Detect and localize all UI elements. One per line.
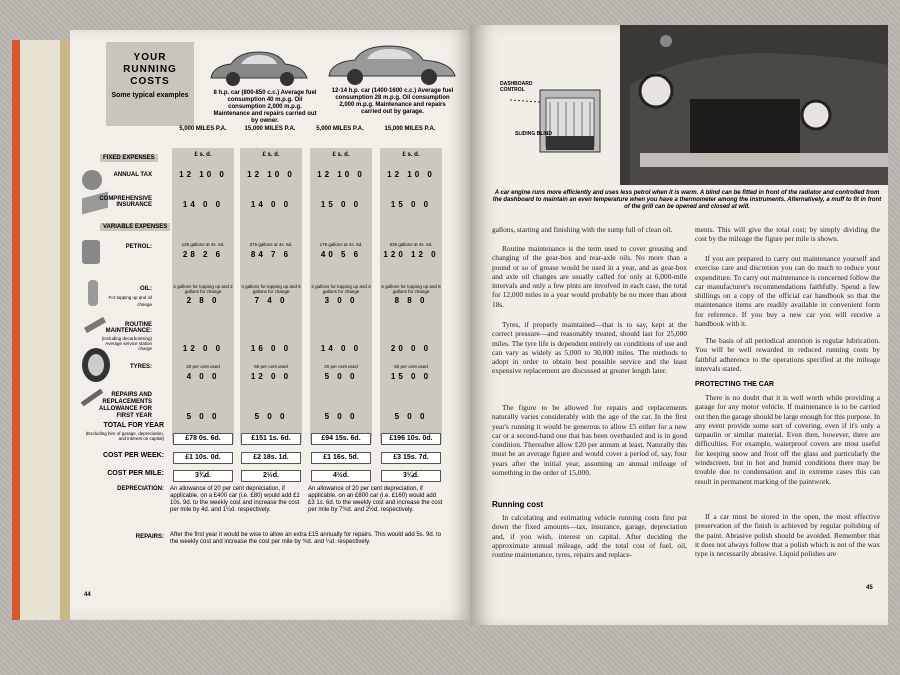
petrol-note: 375 gallons at 4s. 6d. xyxy=(249,242,293,247)
col-header-4: 15,000 MILES P.A. xyxy=(384,126,436,132)
label-annual-tax: ANNUAL TAX xyxy=(113,172,152,178)
tyres-note: 60 per cent used xyxy=(254,364,288,369)
oil-value: 7 4 0 xyxy=(254,296,288,305)
oil-value: 2 8 0 xyxy=(186,296,220,305)
page-subtitle: Some typical examples xyxy=(111,92,189,99)
mile-value: 3¾d. xyxy=(173,470,233,482)
tyres-note: 20 per cent used xyxy=(324,364,358,369)
petrol-value: 120 12 0 xyxy=(383,250,439,259)
petrol-value: 40 5 6 xyxy=(320,250,362,259)
col2-para4: There is no doubt that it is well worth while providing a garage for any motor vehicle. If maintenance is to be carried out then the garage should be large enough for this purpose. In any event provide some sort of covering, even if it's only a tarpaulin or similar material. Even then, however, there are difficulties. For example, waterproof covers are most useful for keeping snow and frost off the glass and particularly the windscreen, but in hot and humid conditions there may be trouble due to condensation and in extreme cases this can result in permanent marking of the paintwork. xyxy=(695,393,880,486)
tyres-value: 4 0 0 xyxy=(186,372,220,381)
oil-note: 2 gallons for topping up and 3 gallons for change xyxy=(311,284,371,294)
oil-value: 3 0 0 xyxy=(324,296,358,305)
label-oil: OIL: xyxy=(140,286,152,292)
tax-value: 12 10 0 xyxy=(317,170,365,179)
car1-caption: 8 h.p. car (800-850 c.c.) Average fuel consumption 40 m.p.g. Oil consumption 2,000 m.p.g. Maintenance and repairs carried out by owner. xyxy=(213,90,317,124)
repairs-value: 5 0 0 xyxy=(394,412,428,421)
insurance-value: 14 0 0 xyxy=(182,200,224,209)
total-value: £151 1s. 6d. xyxy=(241,433,301,445)
mile-value: 3¼d. xyxy=(381,470,441,482)
col1-para4: The figure to be allowed for repairs and replacements naturally varies considerably with the age of the car. In the first year's running it would be generous to allow £5 either for a new car or a second-hand one that has been overhauled and is in good condition. Thereafter allow £20 per annum at least. Naturally this must be an average figure and would cover a period of, say, four years after the initial year, assuming an annual mileage of something in the order of 15,000. xyxy=(492,403,687,478)
tyres-value: 15 0 0 xyxy=(390,372,432,381)
col2-para1: ments. This will give the total cost; by simply dividing the cost by the mileage the figure per mile is shown. xyxy=(695,225,880,244)
label-total: TOTAL FOR YEAR xyxy=(103,422,164,429)
tyres-note: 20 per cent used xyxy=(186,364,220,369)
oil-value: 8 8 0 xyxy=(394,296,428,305)
lsd-header: £ s. d. xyxy=(194,152,212,158)
routine-value: 14 0 0 xyxy=(320,344,362,353)
col1-para3: Tyres, if properly maintained—that is to say, kept at the correct pressure—and reasonably treated, should last for 25,000 miles. The tyre life is dependent entirely on conditions of use and can vary as widely as 5,000 to 30,000 miles. The methods to adopt in order to obtain best possible service and the least expensive replacement are discussed at greater length later. xyxy=(492,320,687,376)
repairs-value: 5 0 0 xyxy=(254,412,288,421)
petrol-note: 536 gallons at 4s. 6d. xyxy=(389,242,433,247)
week-value: £3 15s. 7d. xyxy=(381,452,441,464)
petrol-value: 28 2 6 xyxy=(182,250,224,259)
mile-value: 4½d. xyxy=(311,470,371,482)
label-oil-sub: For topping up and oil change xyxy=(108,295,152,307)
col2-para3: The basis of all periodical attention is regular lubrication. You will be well rewarded in reduced running costs by faithful adherence to the operations specified at the mileage intervals stated. xyxy=(695,336,880,373)
large-car-illustration xyxy=(325,38,460,88)
total-value: £94 15s. 6d. xyxy=(311,433,371,445)
tax-value: 12 10 0 xyxy=(179,170,227,179)
label-repairs-note: REPAIRS: xyxy=(135,534,164,540)
sliding-blind-label: SLIDING BLIND xyxy=(515,131,552,137)
left-page xyxy=(70,30,475,620)
label-mile: COST PER MILE: xyxy=(107,470,164,477)
dashboard-control-label: DASHBOARD CONTROL xyxy=(500,81,533,93)
routine-value: 12 0 0 xyxy=(182,344,224,353)
oil-note: 4 gallons for topping up and 6 gallons for change xyxy=(241,284,301,294)
col1-para5: In calculating and estimating vehicle running costs first put down the fixed amounts—tax, insurance, garage, depreciation and, if you wish, interest on capital. After deciding the approximate annual mileage, add the total cost of fuel, oil, routine maintenance, tyres, repairs and replace- xyxy=(492,513,687,560)
repairs-note: After the first year it would be wise to allow an extra £15 annually for repairs. This would add 5s. 9d. to the weekly cost and increase the cost per mile by ¾d. and ¼d. respectively. xyxy=(170,532,442,545)
col-header-2: 15,000 MILES P.A. xyxy=(244,126,296,132)
depreciation-note-2: An allowance of 20 per cent depreciation, if applicable, on an £800 car (i.e. £160) would add £3 1s. 6d. to the weekly cost and increase the cost per mile by 7¾d. and 2½d. respectively. xyxy=(308,486,443,513)
running-cost-heading: Running cost xyxy=(492,500,544,509)
label-tyres: TYRES: xyxy=(129,364,152,370)
lsd-header: £ s. d. xyxy=(332,152,350,158)
fixed-expenses-heading: FIXED EXPENSES xyxy=(100,154,158,162)
mile-value: 2½d. xyxy=(241,470,301,482)
oil-note: 2 gallons for topping up and 2 gallons for change xyxy=(173,284,233,294)
total-value: £78 0s. 6d. xyxy=(173,433,233,445)
tyres-note: 60 per cent used xyxy=(394,364,428,369)
tyres-value: 12 0 0 xyxy=(250,372,292,381)
oil-can-icon xyxy=(88,280,98,306)
page-number-left: 44 xyxy=(84,592,91,598)
label-routine-sub: (Including decarbonising) Average service station charge xyxy=(101,336,152,351)
label-depreciation: DEPRECIATION: xyxy=(117,486,164,492)
protecting-heading: PROTECTING THE CAR xyxy=(695,381,774,388)
photo-caption: A car engine runs more efficiently and uses less petrol when it is warm. A blind can be fitted in front of the radiator and controlled from the dashboard to maintain an even temperature when you have a thermometer among the instruments. Alternatively, a muff to fit in front of the grill can be opened and closed at will. xyxy=(492,190,882,210)
tyres-value: 5 0 0 xyxy=(324,372,358,381)
car-front-photo xyxy=(620,25,888,185)
total-value: £196 10s. 0d. xyxy=(381,433,441,445)
running-costs-title-box xyxy=(106,42,194,126)
depreciation-note-1: An allowance of 20 per cent depreciation, if applicable, on a £400 car (i.e. £80) would add £1 10s. 9d. to the weekly cost and increase the cost per mile by 4d. and 1¼d. respectively. xyxy=(170,486,300,513)
label-routine: ROUTINE MAINTENANCE: xyxy=(105,322,152,334)
routine-value: 20 0 0 xyxy=(390,344,432,353)
label-insurance: COMPREHENSIVE INSURANCE xyxy=(99,196,152,208)
radiator-blind-diagram xyxy=(500,80,615,175)
routine-value: 16 0 0 xyxy=(250,344,292,353)
page-title: YOUR RUNNING COSTS xyxy=(123,52,177,87)
petrol-note: 179 gallons at 4s. 6d. xyxy=(319,242,363,247)
small-car-illustration xyxy=(205,44,315,88)
week-value: £2 18s. 1d. xyxy=(241,452,301,464)
label-week: COST PER WEEK: xyxy=(102,452,164,459)
week-value: £1 16s. 5d. xyxy=(311,452,371,464)
right-page xyxy=(470,25,888,625)
col2-para5: If a car must be stored in the open, the most effective preservation of the finish is achieved by regular polishing of the paint. Abrasive polish should be avoided. Remember that it does not always follow that a polish which is not of the wax type is necessarily abrasive. Liquid polishes are xyxy=(695,512,880,559)
label-total-sub: (Excluding hire of garage, depreciation, and interest on capital) xyxy=(85,431,164,441)
col1-para2: Routine maintenance is the term used to cover greasing and changing of the gear-box and rear-axle oils. No more than a pound or so of grease would be used in a year, and as gear-box and axle oil changes are usually called for only at 6,000-mile intervals and only a few pints are involved in each case, the total for 12,000 miles in a year would probably be no more than about 18s. xyxy=(492,244,687,309)
label-repairs: REPAIRS AND REPLACEMENTS ALLOWANCE FOR FIRST YEAR xyxy=(99,392,152,419)
tax-value: 12 10 0 xyxy=(387,170,435,179)
col-header-3: 5,000 MILES P.A. xyxy=(316,126,364,132)
petrol-value: 84 7 6 xyxy=(250,250,292,259)
insurance-value: 15 0 0 xyxy=(390,200,432,209)
petrol-note: 125 gallons at 4s. 6d. xyxy=(181,242,225,247)
repairs-value: 5 0 0 xyxy=(324,412,358,421)
insurance-value: 14 0 0 xyxy=(250,200,292,209)
lsd-header: £ s. d. xyxy=(262,152,280,158)
col1-para1: gallons, starting and finishing with the sump full of clean oil. xyxy=(492,225,673,234)
oil-note: 6 gallons for topping up and 8 gallons for change xyxy=(381,284,441,294)
lsd-header: £ s. d. xyxy=(402,152,420,158)
tax-value: 12 10 0 xyxy=(247,170,295,179)
insurance-value: 15 0 0 xyxy=(320,200,362,209)
col2-para2: If you are prepared to carry out maintenance yourself and exercise care and discretion you can do much to reduce your expenditure. To carry out maintenance is concerned follow the car manufacturer's recommendations faithfully. Spend a few shillings on a copy of the official car handbook so that the maintenance items are readily available in convenient form for reference. If you buy a new car you will receive a handbook with it. xyxy=(695,254,880,329)
page-number-right: 45 xyxy=(866,585,873,591)
week-value: £1 10s. 0d. xyxy=(173,452,233,464)
label-petrol: PETROL: xyxy=(125,244,152,250)
repairs-value: 5 0 0 xyxy=(186,412,220,421)
variable-expenses-heading: VARIABLE EXPENSES xyxy=(100,223,170,231)
col-header-1: 5,000 MILES P.A. xyxy=(179,126,227,132)
car2-caption: 12-14 h.p. car (1400-1600 c.c.) Average fuel consumption 28 m.p.g. Oil consumption 2,000 m.p.g. Maintenance and repairs carried out by garage. xyxy=(331,88,454,115)
